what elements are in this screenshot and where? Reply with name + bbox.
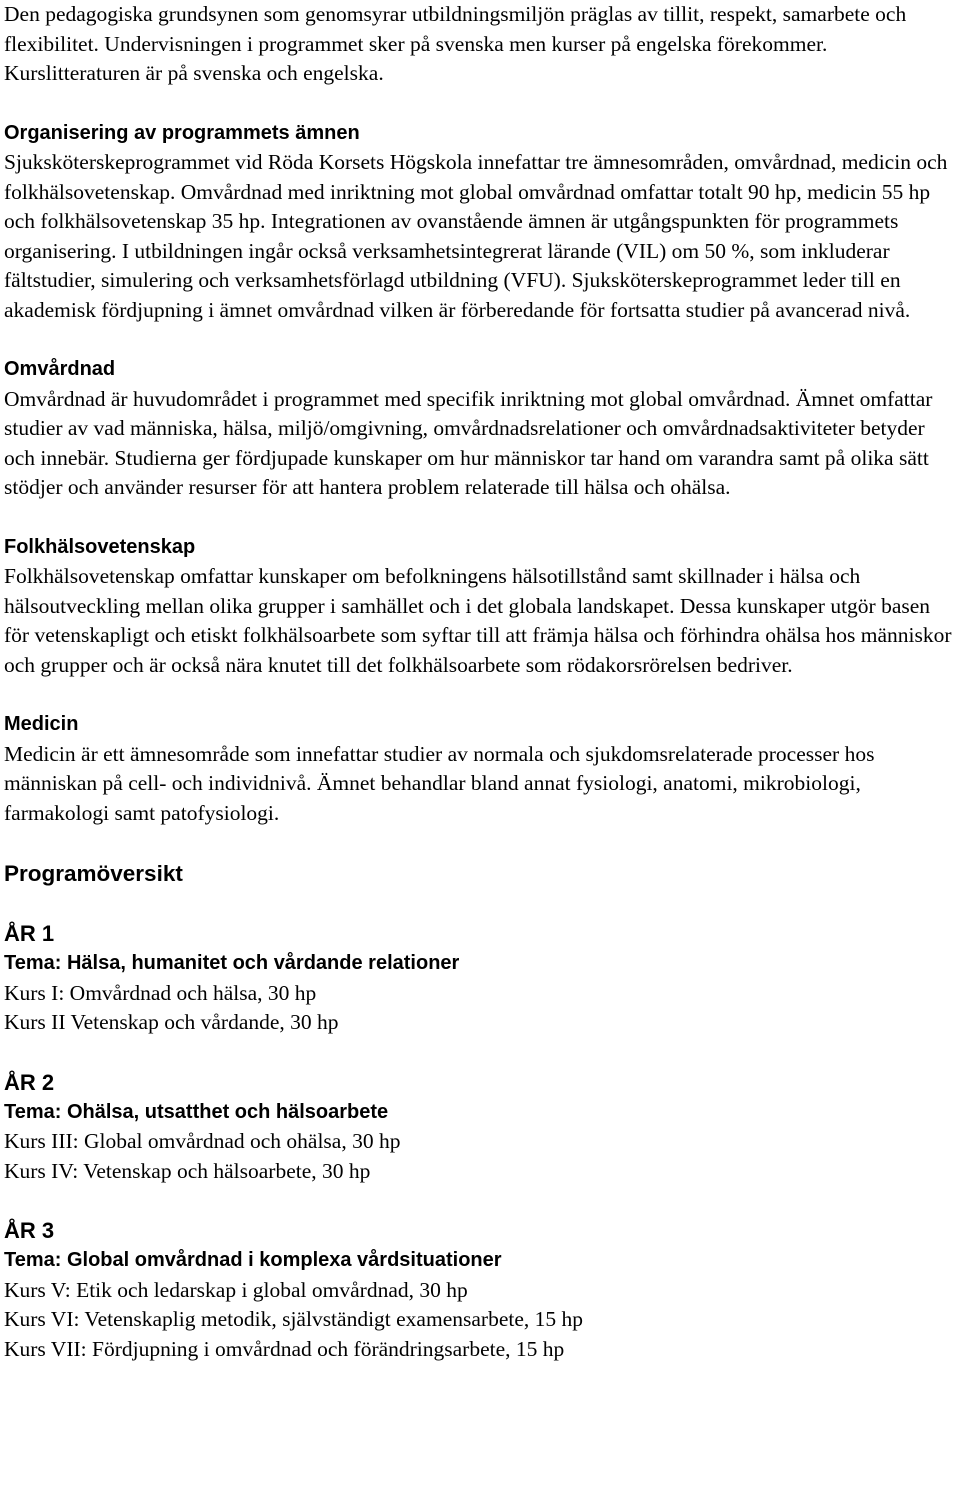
year-3-theme: Tema: Global omvårdnad i komplexa vårdsituationer bbox=[4, 1249, 502, 1271]
course-item: Kurs VII: Fördjupning i omvårdnad och förändringsarbete, 15 hp bbox=[4, 1336, 565, 1361]
year-1-label: ÅR 1 bbox=[4, 921, 55, 946]
medicin-paragraph: Medicin är ett ämnesområde som innefattar studier av normala och sjukdomsrelaterade processer hos människan på cell- och individnivå. Ämnet behandlar bland annat fysiologi, anatomi, mikrobiologi, farmakologi samt patofysiologi. bbox=[4, 741, 875, 825]
year-3-section bbox=[4, 1216, 958, 1364]
intro-paragraph: Den pedagogiska grundsynen som genomsyrar utbildningsmiljön präglas av tillit, respekt, samarbete och flexibilitet. Undervisningen i programmet sker på svenska men kurser på engelska förekommer. Kurslitteraturen är på svenska och engelska. bbox=[4, 2, 907, 85]
year-1-section bbox=[4, 919, 958, 1038]
omvardnad-paragraph: Omvårdnad är huvudområdet i programmet med specifik inriktning mot global omvårdnad. Ämnet omfattar studier av vad människa, hälsa, miljö/omgivning, omvårdnadsrelationer och omvårdnadsaktiviteter betyder och innebär. Studierna ger fördjupade kunskaper om hur människor tar hand om varandra samt på olika sätt stödjer och använder resurser för att hantera problem relaterade till hälsa och ohälsa. bbox=[4, 386, 933, 499]
omvardnad-heading: Omvårdnad bbox=[4, 358, 116, 380]
folkhalsa-paragraph: Folkhälsovetenskap omfattar kunskaper om befolkningens hälsotillstånd samt skillnader i hälsa och hälsoutveckling mellan olika grupper i samhället och i det globala landskapet. Dessa kunskaper utgör basen för vetenskapligt och etiskt folkhälsoarbete som syftar till att främja hälsa och förhindra ohälsa hos människor och grupper och är också nära knutet till det folkhälsoarbete som rödakorsrörelsen bedriver. bbox=[4, 564, 952, 677]
course-item: Kurs II Vetenskap och vårdande, 30 hp bbox=[4, 1010, 339, 1034]
organisering-paragraph: Sjuksköterskeprogrammet vid Röda Korsets Högskola innefattar tre ämnesområden, omvårdnad, medicin och folkhälsovetenskap. Omvårdnad med inriktning mot global omvårdnad omfattar totalt 90 hp, medicin 55 hp och folkhälsovetenskap 35 hp. Integrationen av ovanstående ämnen är utgångspunkten för programmets organisering. I utbildningen ingår också verksamhetsintegrerat lärande (VIL) om 50 %, som inkluderar fältstudier, simulering och verksamhetsförlagd utbildning (VFU). Sjuksköterskeprogrammet leder till en akademisk fördjupning i ämnet omvårdnad vilken är förberedande för fortsatta studier på avancerad nivå. bbox=[4, 150, 948, 322]
oversikt-heading: Programöversikt bbox=[4, 861, 183, 886]
year-2-label: ÅR 2 bbox=[4, 1069, 55, 1095]
course-item: Kurs V: Etik och ledarskap i global omvårdnad, 30 hp bbox=[4, 1277, 468, 1302]
course-item: Kurs I: Omvårdnad och hälsa, 30 hp bbox=[4, 980, 317, 1005]
year-2-section bbox=[4, 1068, 958, 1187]
year-2-theme: Tema: Ohälsa, utsatthet och hälsoarbete bbox=[4, 1100, 389, 1123]
medicin-heading: Medicin bbox=[4, 713, 79, 735]
course-item: Kurs VI: Vetenskaplig metodik, självständigt examensarbete, 15 hp bbox=[4, 1307, 583, 1331]
course-item: Kurs III: Global omvårdnad och ohälsa, 30 hp bbox=[4, 1129, 401, 1153]
folkhalsa-heading: Folkhälsovetenskap bbox=[4, 535, 196, 558]
organisering-heading: Organisering av programmets ämnen bbox=[4, 121, 360, 144]
year-3-label: ÅR 3 bbox=[4, 1218, 55, 1243]
year-1-theme: Tema: Hälsa, humanitet och vårdande relationer bbox=[4, 952, 460, 974]
document-page bbox=[4, 0, 958, 1364]
course-item: Kurs IV: Vetenskap och hälsoarbete, 30 hp bbox=[4, 1158, 371, 1183]
